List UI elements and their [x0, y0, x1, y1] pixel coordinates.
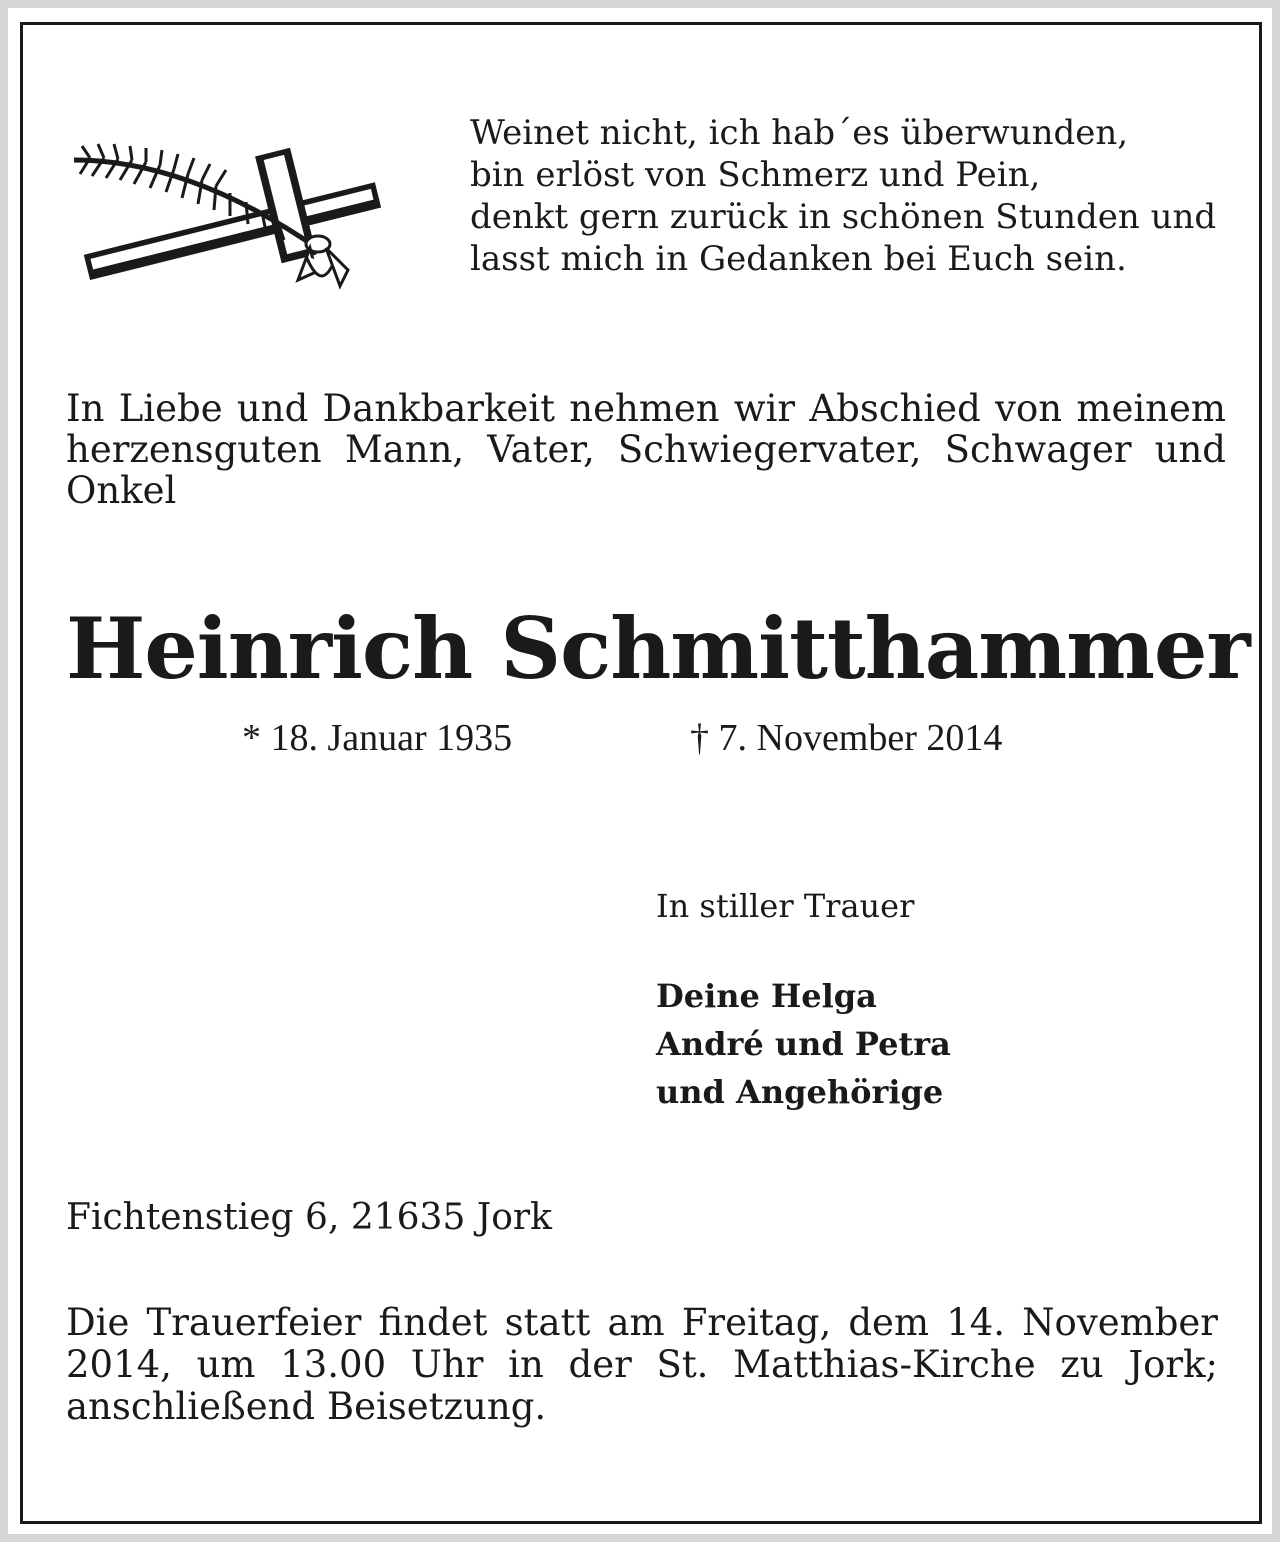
- funeral-service-info: Die Trauerfeier findet statt am Freitag, dem 14. November 2014, um 13.00 Uhr in der St. Matthias-Kirche zu Jork; anschließend Beisetzung.: [66, 1301, 1218, 1428]
- mourners-list: [656, 972, 951, 1116]
- family-address: Fichtenstieg 6, 21635 Jork: [66, 1197, 552, 1238]
- mourner-name: und Angehörige: [656, 1073, 944, 1111]
- poem-line: bin erlöst von Schmerz und Pein,: [470, 155, 1041, 195]
- poem-line: lasst mich in Gedanken bei Euch sein.: [470, 239, 1127, 279]
- mourner-name: André und Petra: [656, 1025, 951, 1063]
- farewell-intro: In Liebe und Dankbarkeit nehmen wir Abschied von meinem herzensguten Mann, Vater, Schwiegervater, Schwager und Onkel: [66, 387, 1226, 512]
- memorial-poem: [470, 112, 1250, 280]
- cross-with-palm-frond-icon: [70, 140, 382, 300]
- mourner-name: Deine Helga: [656, 977, 877, 1015]
- mourning-heading: In stiller Trauer: [656, 887, 915, 925]
- deceased-name: Heinrich Schmitthammer: [66, 599, 1250, 698]
- poem-line: denkt gern zurück in schönen Stunden und: [470, 197, 1217, 237]
- death-date: † 7. November 2014: [690, 717, 1003, 759]
- birth-date: * 18. Januar 1935: [242, 717, 513, 759]
- poem-line: Weinet nicht, ich hab´es überwunden,: [470, 113, 1129, 153]
